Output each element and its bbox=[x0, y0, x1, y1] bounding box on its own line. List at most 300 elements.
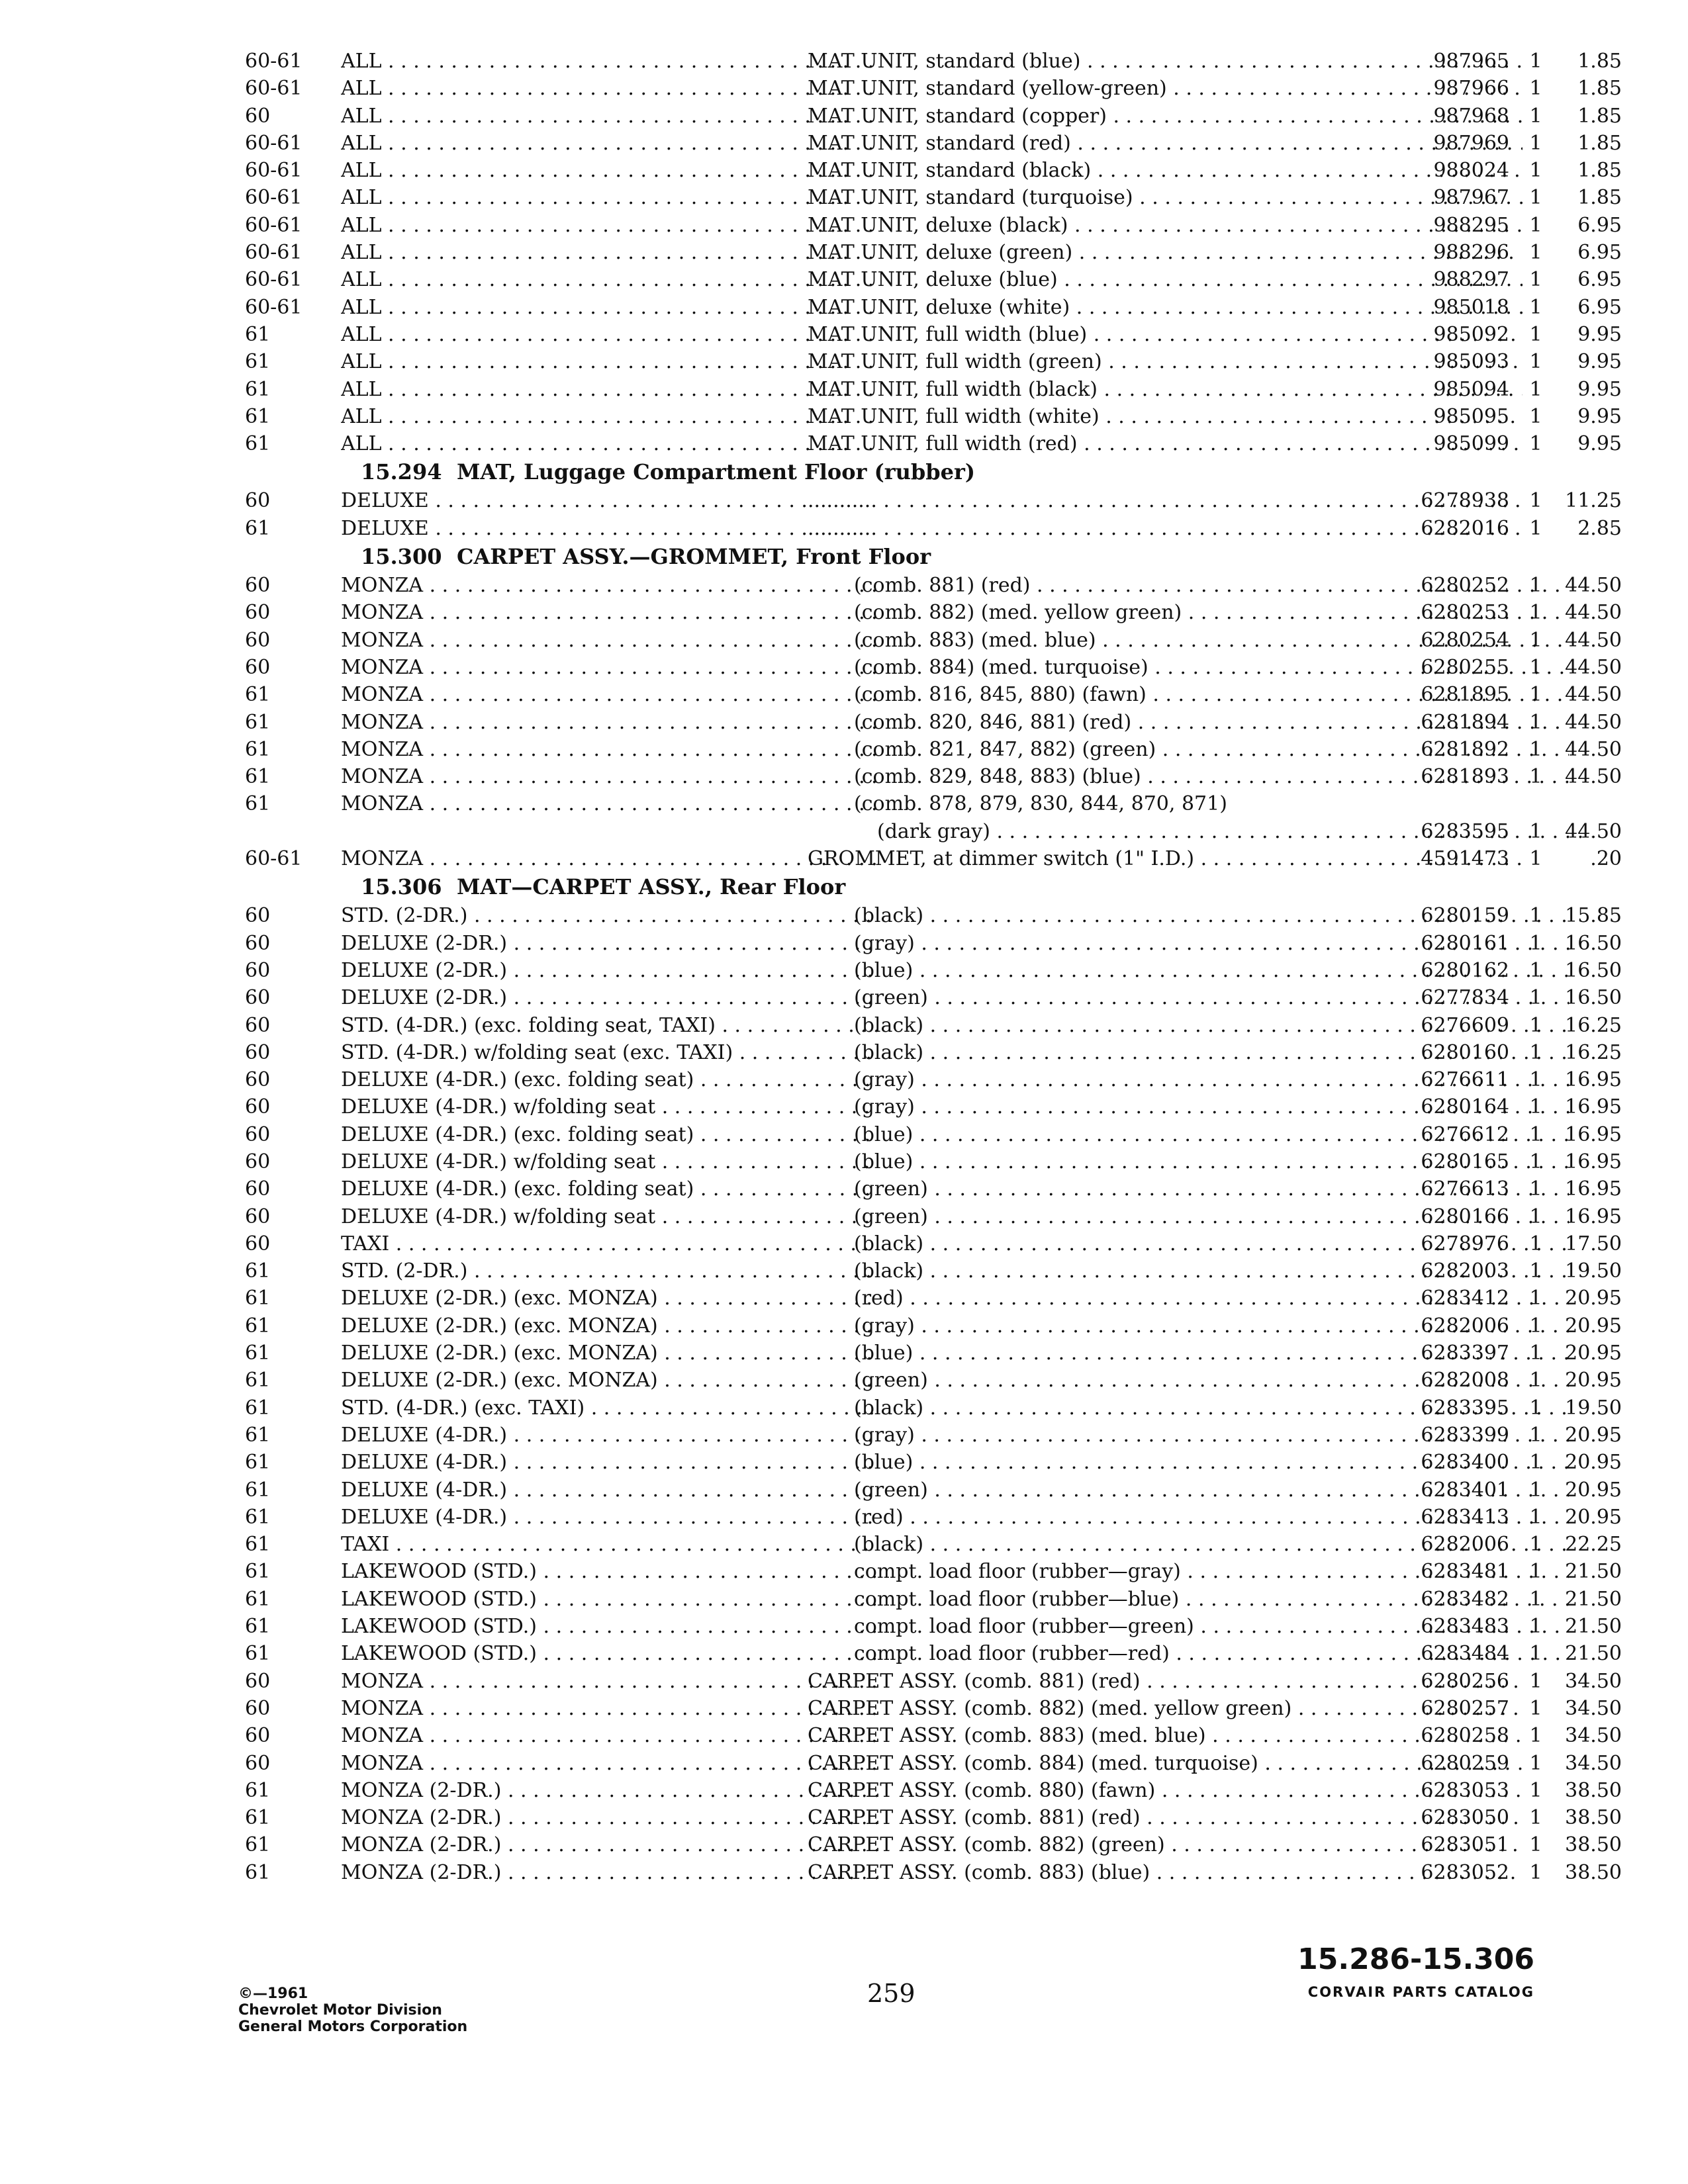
year-cell: 60 bbox=[245, 1751, 271, 1775]
model-cell: MONZA . . . bbox=[341, 736, 877, 763]
year-cell: 60-61 bbox=[245, 241, 303, 265]
price-cell: 44.50 bbox=[1565, 574, 1622, 598]
table-row bbox=[245, 103, 1622, 130]
section-range: 15.286-15.306 bbox=[1297, 1942, 1534, 1976]
description-cell: (comb. 882) (med. yellow green) . . . bbox=[854, 599, 1569, 626]
table-row bbox=[245, 376, 1622, 403]
part-number-cell: 6280257 bbox=[1421, 1696, 1509, 1720]
table-row bbox=[245, 599, 1622, 626]
price-cell: 1.85 bbox=[1577, 159, 1622, 183]
table-row bbox=[245, 1312, 1622, 1340]
description-cell: (green) . . . bbox=[854, 984, 1569, 1011]
part-number-cell: 985092 bbox=[1433, 322, 1509, 346]
quantity-cell: 1 bbox=[1529, 1806, 1542, 1830]
model-cell: STD. (4-DR.) (exc. folding seat, TAXI) . . . bbox=[341, 1012, 877, 1039]
description-cell: compt. load floor (rubber—red) . . . bbox=[854, 1640, 1569, 1667]
year-cell: 60-61 bbox=[245, 213, 303, 237]
table-row bbox=[245, 1230, 1622, 1257]
quantity-cell: 1 bbox=[1529, 432, 1542, 456]
description-cell: (gray) . . . bbox=[854, 930, 1569, 957]
description-cell: MAT UNIT, full width (blue) . . . bbox=[808, 321, 1523, 348]
year-cell: 61 bbox=[245, 432, 271, 456]
year-cell: 61 bbox=[245, 1587, 271, 1611]
price-cell: 9.95 bbox=[1577, 432, 1622, 456]
year-cell: 60-61 bbox=[245, 159, 303, 183]
description-cell: compt. load floor (rubber—blue) . . . bbox=[854, 1586, 1569, 1613]
quantity-cell: 1 bbox=[1529, 159, 1542, 183]
year-cell: 60 bbox=[245, 1040, 271, 1064]
model-cell: ALL . . . bbox=[341, 184, 877, 211]
quantity-cell: 1 bbox=[1529, 574, 1542, 598]
copyright-line: ©—1961 bbox=[238, 1985, 308, 2002]
price-cell: 16.95 bbox=[1565, 1122, 1622, 1146]
quantity-cell: 1 bbox=[1529, 1505, 1542, 1529]
price-cell: 44.50 bbox=[1565, 710, 1622, 734]
model-cell: DELUXE (2-DR.) (exc. MONZA) . . . bbox=[341, 1312, 877, 1340]
table-row bbox=[245, 430, 1622, 457]
price-cell: 1.85 bbox=[1577, 77, 1622, 101]
publisher-block bbox=[238, 1985, 467, 2035]
model-cell: DELUXE (4-DR.) (exc. folding seat) . . . bbox=[341, 1121, 877, 1148]
model-cell: LAKEWOOD (STD.) . . . bbox=[341, 1613, 877, 1640]
year-cell: 60-61 bbox=[245, 186, 303, 210]
model-cell: MONZA . . . bbox=[341, 599, 877, 626]
year-cell: 61 bbox=[245, 1342, 271, 1365]
table-row bbox=[245, 157, 1622, 184]
price-cell: 16.50 bbox=[1565, 931, 1622, 955]
table-row bbox=[245, 1394, 1622, 1422]
description-cell: (dark gray) . . . bbox=[877, 818, 1592, 845]
model-cell: MONZA . . . bbox=[341, 654, 877, 681]
part-number-cell: 6280162 bbox=[1421, 958, 1509, 982]
quantity-cell: 1 bbox=[1529, 1451, 1542, 1475]
model-cell: DELUXE (4-DR.) . . . bbox=[341, 1422, 877, 1449]
model-cell: DELUXE . . . bbox=[341, 515, 877, 542]
year-cell: 60 bbox=[245, 1669, 271, 1693]
quantity-cell: 1 bbox=[1529, 683, 1542, 707]
quantity-cell: 1 bbox=[1529, 1560, 1542, 1584]
year-cell: 61 bbox=[245, 1478, 271, 1502]
description-cell: MAT UNIT, deluxe (green) . . . bbox=[808, 239, 1523, 266]
year-cell: 61 bbox=[245, 1778, 271, 1802]
model-cell: DELUXE (4-DR.) . . . bbox=[341, 1477, 877, 1504]
table-row bbox=[245, 1586, 1622, 1613]
quantity-cell: 1 bbox=[1529, 1533, 1542, 1557]
quantity-cell: 1 bbox=[1529, 1724, 1542, 1748]
description-cell: (blue) . . . bbox=[854, 957, 1569, 984]
quantity-cell: 1 bbox=[1529, 104, 1542, 128]
description-cell: CARPET ASSY. (comb. 884) (med. turquoise) . . . bbox=[808, 1750, 1523, 1777]
part-number-cell: 6283595 bbox=[1421, 819, 1509, 843]
table-row bbox=[245, 818, 1622, 845]
price-cell: 34.50 bbox=[1565, 1696, 1622, 1720]
parts-catalog-table bbox=[245, 48, 1622, 1886]
model-cell: MONZA . . . bbox=[341, 627, 877, 654]
table-row bbox=[245, 845, 1622, 872]
price-cell: 15.85 bbox=[1565, 904, 1622, 928]
year-cell: 60 bbox=[245, 1232, 271, 1255]
price-cell: 20.95 bbox=[1565, 1478, 1622, 1502]
quantity-cell: 1 bbox=[1529, 350, 1542, 374]
description-cell: (green) . . . bbox=[854, 1367, 1569, 1394]
table-row bbox=[245, 1695, 1622, 1722]
quantity-cell: 1 bbox=[1529, 1751, 1542, 1775]
quantity-cell: 1 bbox=[1529, 1669, 1542, 1693]
year-cell: 61 bbox=[245, 404, 271, 428]
part-number-cell: 4591473 bbox=[1421, 847, 1509, 871]
table-row bbox=[245, 902, 1622, 929]
model-cell: DELUXE (4-DR.) w/folding seat . . . bbox=[341, 1148, 877, 1175]
price-cell: 21.50 bbox=[1565, 1560, 1622, 1584]
model-cell: DELUXE (4-DR.) (exc. folding seat) . . . bbox=[341, 1175, 877, 1203]
catalog-name: CORVAIR PARTS CATALOG bbox=[1307, 1984, 1534, 2000]
table-row bbox=[245, 1121, 1622, 1148]
description-cell: MAT UNIT, full width (white) . . . bbox=[808, 403, 1523, 430]
table-row bbox=[245, 294, 1622, 321]
part-number-cell: 6280161 bbox=[1421, 931, 1509, 955]
year-cell: 60 bbox=[245, 628, 271, 652]
quantity-cell: 1 bbox=[1529, 1396, 1542, 1420]
table-row bbox=[245, 654, 1622, 681]
price-cell: 6.95 bbox=[1577, 213, 1622, 237]
quantity-cell: 1 bbox=[1529, 516, 1542, 540]
quantity-cell: 1 bbox=[1529, 1369, 1542, 1392]
section-heading bbox=[245, 872, 1562, 902]
price-cell: 20.95 bbox=[1565, 1314, 1622, 1338]
year-cell: 60-61 bbox=[245, 131, 303, 155]
part-number-cell: 6283482 bbox=[1421, 1587, 1509, 1611]
year-cell: 61 bbox=[245, 1396, 271, 1420]
table-row bbox=[245, 930, 1622, 957]
year-cell: 61 bbox=[245, 1860, 271, 1884]
table-row bbox=[245, 266, 1622, 293]
part-number-cell: 6282003 bbox=[1421, 1259, 1509, 1283]
quantity-cell: 1 bbox=[1529, 1314, 1542, 1338]
quantity-cell: 1 bbox=[1529, 268, 1542, 292]
description-cell: CARPET ASSY. (comb. 881) (red) . . . bbox=[808, 1668, 1523, 1695]
price-cell: .20 bbox=[1590, 847, 1622, 871]
part-number-cell: 985095 bbox=[1433, 404, 1509, 428]
table-row bbox=[245, 1449, 1622, 1476]
model-cell: STD. (4-DR.) (exc. TAXI) . . . bbox=[341, 1394, 877, 1422]
quantity-cell: 1 bbox=[1529, 1860, 1542, 1884]
part-number-cell: 6276612 bbox=[1421, 1122, 1509, 1146]
part-number-cell: 6280166 bbox=[1421, 1205, 1509, 1228]
price-cell: 6.95 bbox=[1577, 268, 1622, 292]
part-number-cell: 6283395 bbox=[1421, 1396, 1509, 1420]
quantity-cell: 1 bbox=[1529, 1095, 1542, 1119]
table-row bbox=[245, 1012, 1622, 1039]
model-cell: ALL . . . bbox=[341, 403, 877, 430]
year-cell: 61 bbox=[245, 1615, 271, 1639]
price-cell: 9.95 bbox=[1577, 322, 1622, 346]
quantity-cell: 1 bbox=[1529, 986, 1542, 1010]
quantity-cell: 1 bbox=[1529, 131, 1542, 155]
price-cell: 44.50 bbox=[1565, 737, 1622, 761]
description-cell: (comb. 881) (red) . . . bbox=[854, 572, 1569, 599]
catalog-section bbox=[245, 872, 1622, 1886]
part-number-cell: 987969 bbox=[1433, 131, 1509, 155]
description-cell: CARPET ASSY. (comb. 881) (red) . . . bbox=[808, 1804, 1523, 1831]
table-row bbox=[245, 627, 1622, 654]
year-cell: 61 bbox=[245, 322, 271, 346]
model-cell: MONZA . . . bbox=[341, 572, 877, 599]
model-cell: MONZA (2-DR.) . . . bbox=[341, 1831, 877, 1858]
description-cell: (comb. 829, 848, 883) (blue) . . . bbox=[854, 763, 1569, 790]
model-cell: MONZA . . . bbox=[341, 845, 877, 872]
year-cell: 61 bbox=[245, 1287, 271, 1310]
model-cell: ALL . . . bbox=[341, 157, 877, 184]
price-cell: 16.95 bbox=[1565, 1150, 1622, 1173]
year-cell: 61 bbox=[245, 1560, 271, 1584]
description-cell: (black) . . . bbox=[854, 902, 1569, 929]
table-row bbox=[245, 1504, 1622, 1531]
part-number-cell: 6276613 bbox=[1421, 1177, 1509, 1201]
year-cell: 61 bbox=[245, 1423, 271, 1447]
description-cell: CARPET ASSY. (comb. 883) (med. blue) . . . bbox=[808, 1722, 1523, 1749]
description-cell: GROMMET, at dimmer switch (1" I.D.) . . . bbox=[808, 845, 1523, 872]
model-cell: ALL . . . bbox=[341, 103, 877, 130]
section-heading bbox=[245, 542, 1562, 572]
part-number-cell: 6283397 bbox=[1421, 1342, 1509, 1365]
description-cell: (black) . . . bbox=[854, 1012, 1569, 1039]
part-number-cell: 6283400 bbox=[1421, 1451, 1509, 1475]
price-cell: 16.95 bbox=[1565, 1177, 1622, 1201]
model-cell: LAKEWOOD (STD.) . . . bbox=[341, 1640, 877, 1667]
price-cell: 9.95 bbox=[1577, 350, 1622, 374]
quantity-cell: 1 bbox=[1529, 489, 1542, 513]
quantity-cell: 1 bbox=[1529, 1068, 1542, 1092]
price-cell: 21.50 bbox=[1565, 1587, 1622, 1611]
table-row bbox=[245, 1777, 1622, 1804]
description-cell: MAT UNIT, full width (black) . . . bbox=[808, 376, 1523, 403]
part-number-cell: 6283484 bbox=[1421, 1642, 1509, 1666]
table-row bbox=[245, 1558, 1622, 1585]
part-number-cell: 6282008 bbox=[1421, 1369, 1509, 1392]
section-title: MAT, Luggage Compartment Floor (rubber) bbox=[457, 459, 975, 485]
price-cell: 9.95 bbox=[1577, 404, 1622, 428]
quantity-cell: 1 bbox=[1529, 601, 1542, 625]
model-cell: DELUXE . . . bbox=[341, 487, 877, 514]
section-code: 15.306 bbox=[361, 874, 442, 900]
model-cell: ALL . . . bbox=[341, 348, 877, 375]
model-cell: STD. (2-DR.) . . . bbox=[341, 1257, 877, 1285]
part-number-cell: 6280258 bbox=[1421, 1724, 1509, 1748]
part-number-cell: 988295 bbox=[1433, 213, 1509, 237]
table-row bbox=[245, 1722, 1622, 1749]
description-cell: (red) . . . bbox=[854, 1285, 1569, 1312]
description-cell: (comb. 884) (med. turquoise) . . . bbox=[854, 654, 1569, 681]
quantity-cell: 1 bbox=[1529, 847, 1542, 871]
part-number-cell: 987968 bbox=[1433, 104, 1509, 128]
year-cell: 60 bbox=[245, 1696, 271, 1720]
price-cell: 20.95 bbox=[1565, 1423, 1622, 1447]
price-cell: 6.95 bbox=[1577, 241, 1622, 265]
year-cell: 60 bbox=[245, 1122, 271, 1146]
table-row bbox=[245, 984, 1622, 1011]
model-cell: DELUXE (4-DR.) (exc. folding seat) . . . bbox=[341, 1066, 877, 1093]
year-cell: 60-61 bbox=[245, 77, 303, 101]
model-cell: STD. (4-DR.) w/folding seat (exc. TAXI) . . . bbox=[341, 1039, 877, 1066]
table-row bbox=[245, 321, 1622, 348]
division-line: Chevrolet Motor Division bbox=[238, 2002, 442, 2019]
year-cell: 61 bbox=[245, 1259, 271, 1283]
part-number-cell: 6280254 bbox=[1421, 628, 1509, 652]
table-row bbox=[245, 1531, 1622, 1558]
table-row bbox=[245, 212, 1622, 239]
description-cell: (gray) . . . bbox=[854, 1312, 1569, 1340]
table-row bbox=[245, 1175, 1622, 1203]
part-number-cell: 988296 bbox=[1433, 241, 1509, 265]
description-cell: (comb. 816, 845, 880) (fawn) . . . bbox=[854, 681, 1569, 708]
part-number-cell: 6283481 bbox=[1421, 1560, 1509, 1584]
table-row bbox=[245, 681, 1622, 708]
model-cell: MONZA (2-DR.) . . . bbox=[341, 1859, 877, 1886]
price-cell: 44.50 bbox=[1565, 765, 1622, 789]
table-row bbox=[245, 1285, 1622, 1312]
price-cell: 11.25 bbox=[1565, 489, 1622, 513]
table-row bbox=[245, 1640, 1622, 1667]
part-number-cell: 6282016 bbox=[1421, 516, 1509, 540]
price-cell: 20.95 bbox=[1565, 1287, 1622, 1310]
description-cell: (blue) . . . bbox=[854, 1340, 1569, 1367]
part-number-cell: 6280255 bbox=[1421, 655, 1509, 679]
table-row bbox=[245, 1367, 1622, 1394]
year-cell: 61 bbox=[245, 1833, 271, 1857]
price-cell: 1.85 bbox=[1577, 104, 1622, 128]
table-row bbox=[245, 1613, 1622, 1640]
quantity-cell: 1 bbox=[1529, 655, 1542, 679]
part-number-cell: 6280259 bbox=[1421, 1751, 1509, 1775]
table-row bbox=[245, 1477, 1622, 1504]
year-cell: 61 bbox=[245, 710, 271, 734]
price-cell: 44.50 bbox=[1565, 683, 1622, 707]
part-number-cell: 6283401 bbox=[1421, 1478, 1509, 1502]
year-cell: 61 bbox=[245, 1806, 271, 1830]
table-row bbox=[245, 1831, 1622, 1858]
model-cell: ALL . . . bbox=[341, 321, 877, 348]
year-cell: 60 bbox=[245, 574, 271, 598]
description-cell: MAT UNIT, standard (yellow-green) . . . bbox=[808, 75, 1523, 102]
model-cell: MONZA . . . bbox=[341, 1695, 877, 1722]
description-cell: (green) . . . bbox=[854, 1477, 1569, 1504]
section-code: 15.300 bbox=[361, 544, 442, 570]
year-cell: 61 bbox=[245, 765, 271, 789]
table-row bbox=[245, 790, 1562, 817]
part-number-cell: 987966 bbox=[1433, 77, 1509, 101]
table-row bbox=[245, 1804, 1622, 1831]
part-number-cell: 6283052 bbox=[1421, 1860, 1509, 1884]
year-cell: 61 bbox=[245, 377, 271, 401]
part-number-cell: 6283050 bbox=[1421, 1806, 1509, 1830]
quantity-cell: 1 bbox=[1529, 1177, 1542, 1201]
part-number-cell: 6281892 bbox=[1421, 737, 1509, 761]
description-cell: MAT UNIT, full width (green) . . . bbox=[808, 348, 1523, 375]
part-number-cell: 6283483 bbox=[1421, 1615, 1509, 1639]
price-cell: 38.50 bbox=[1565, 1833, 1622, 1857]
year-cell: 60 bbox=[245, 104, 271, 128]
model-cell: ALL . . . bbox=[341, 130, 877, 157]
description-cell: (gray) . . . bbox=[854, 1422, 1569, 1449]
model-cell: LAKEWOOD (STD.) . . . bbox=[341, 1558, 877, 1585]
part-number-cell: 987967 bbox=[1433, 186, 1509, 210]
part-number-cell: 6283412 bbox=[1421, 1287, 1509, 1310]
price-cell: 21.50 bbox=[1565, 1642, 1622, 1666]
part-number-cell: 6276609 bbox=[1421, 1013, 1509, 1037]
table-row bbox=[245, 709, 1622, 736]
description-cell: (green) . . . bbox=[854, 1175, 1569, 1203]
part-number-cell: 6280159 bbox=[1421, 904, 1509, 928]
table-row bbox=[245, 1093, 1622, 1120]
corporation-line: General Motors Corporation bbox=[238, 2019, 468, 2035]
price-cell: 34.50 bbox=[1565, 1724, 1622, 1748]
model-cell: ALL . . . bbox=[341, 75, 877, 102]
model-cell: DELUXE (2-DR.) (exc. MONZA) . . . bbox=[341, 1367, 877, 1394]
quantity-cell: 1 bbox=[1529, 904, 1542, 928]
description-cell: (comb. 883) (med. blue) . . . bbox=[854, 627, 1569, 654]
description-cell: compt. load floor (rubber—gray) . . . bbox=[854, 1558, 1569, 1585]
quantity-cell: 1 bbox=[1529, 295, 1542, 319]
quantity-cell: 1 bbox=[1529, 1615, 1542, 1639]
price-cell: 1.85 bbox=[1577, 131, 1622, 155]
part-number-cell: 6280252 bbox=[1421, 574, 1509, 598]
model-cell: LAKEWOOD (STD.) . . . bbox=[341, 1586, 877, 1613]
quantity-cell: 1 bbox=[1529, 1342, 1542, 1365]
table-row bbox=[245, 1668, 1622, 1695]
model-cell: MONZA . . . bbox=[341, 1668, 877, 1695]
year-cell: 61 bbox=[245, 1533, 271, 1557]
price-cell: 16.95 bbox=[1565, 1205, 1622, 1228]
description-cell: (blue) . . . bbox=[854, 1121, 1569, 1148]
table-row bbox=[245, 1039, 1622, 1066]
quantity-cell: 1 bbox=[1529, 1423, 1542, 1447]
catalog-section bbox=[245, 48, 1622, 457]
table-row bbox=[245, 736, 1622, 763]
price-cell: 6.95 bbox=[1577, 295, 1622, 319]
quantity-cell: 1 bbox=[1529, 1040, 1542, 1064]
part-number-cell: 6283399 bbox=[1421, 1423, 1509, 1447]
year-cell: 60 bbox=[245, 958, 271, 982]
quantity-cell: 1 bbox=[1529, 322, 1542, 346]
model-cell: DELUXE (4-DR.) w/folding seat . . . bbox=[341, 1203, 877, 1230]
year-cell: 61 bbox=[245, 350, 271, 374]
quantity-cell: 1 bbox=[1529, 241, 1542, 265]
description-cell: MAT UNIT, deluxe (blue) . . . bbox=[808, 266, 1523, 293]
description-cell: MAT UNIT, deluxe (white) . . . bbox=[808, 294, 1523, 321]
part-number-cell: 6281894 bbox=[1421, 710, 1509, 734]
quantity-cell: 1 bbox=[1529, 1642, 1542, 1666]
quantity-cell: 1 bbox=[1529, 1778, 1542, 1802]
model-cell: MONZA . . . bbox=[341, 681, 877, 708]
part-number-cell: 6283413 bbox=[1421, 1505, 1509, 1529]
table-row bbox=[245, 1750, 1622, 1777]
description-cell: MAT UNIT, standard (turquoise) . . . bbox=[808, 184, 1523, 211]
price-cell: 19.50 bbox=[1565, 1259, 1622, 1283]
model-cell: DELUXE (4-DR.) . . . bbox=[341, 1449, 877, 1476]
part-number-cell: 988024 bbox=[1433, 159, 1509, 183]
section-title: CARPET ASSY.—GROMMET, Front Floor bbox=[457, 544, 931, 570]
model-cell: MONZA . . . bbox=[341, 763, 877, 790]
price-cell: 44.50 bbox=[1565, 655, 1622, 679]
part-number-cell: 6280160 bbox=[1421, 1040, 1509, 1064]
quantity-cell: 1 bbox=[1529, 737, 1542, 761]
quantity-cell: 1 bbox=[1529, 765, 1542, 789]
description-cell: compt. load floor (rubber—green) . . . bbox=[854, 1613, 1569, 1640]
part-number-cell: 6277834 bbox=[1421, 986, 1509, 1010]
price-cell: 38.50 bbox=[1565, 1860, 1622, 1884]
year-cell: 61 bbox=[245, 1369, 271, 1392]
model-cell: DELUXE (2-DR.) . . . bbox=[341, 984, 877, 1011]
